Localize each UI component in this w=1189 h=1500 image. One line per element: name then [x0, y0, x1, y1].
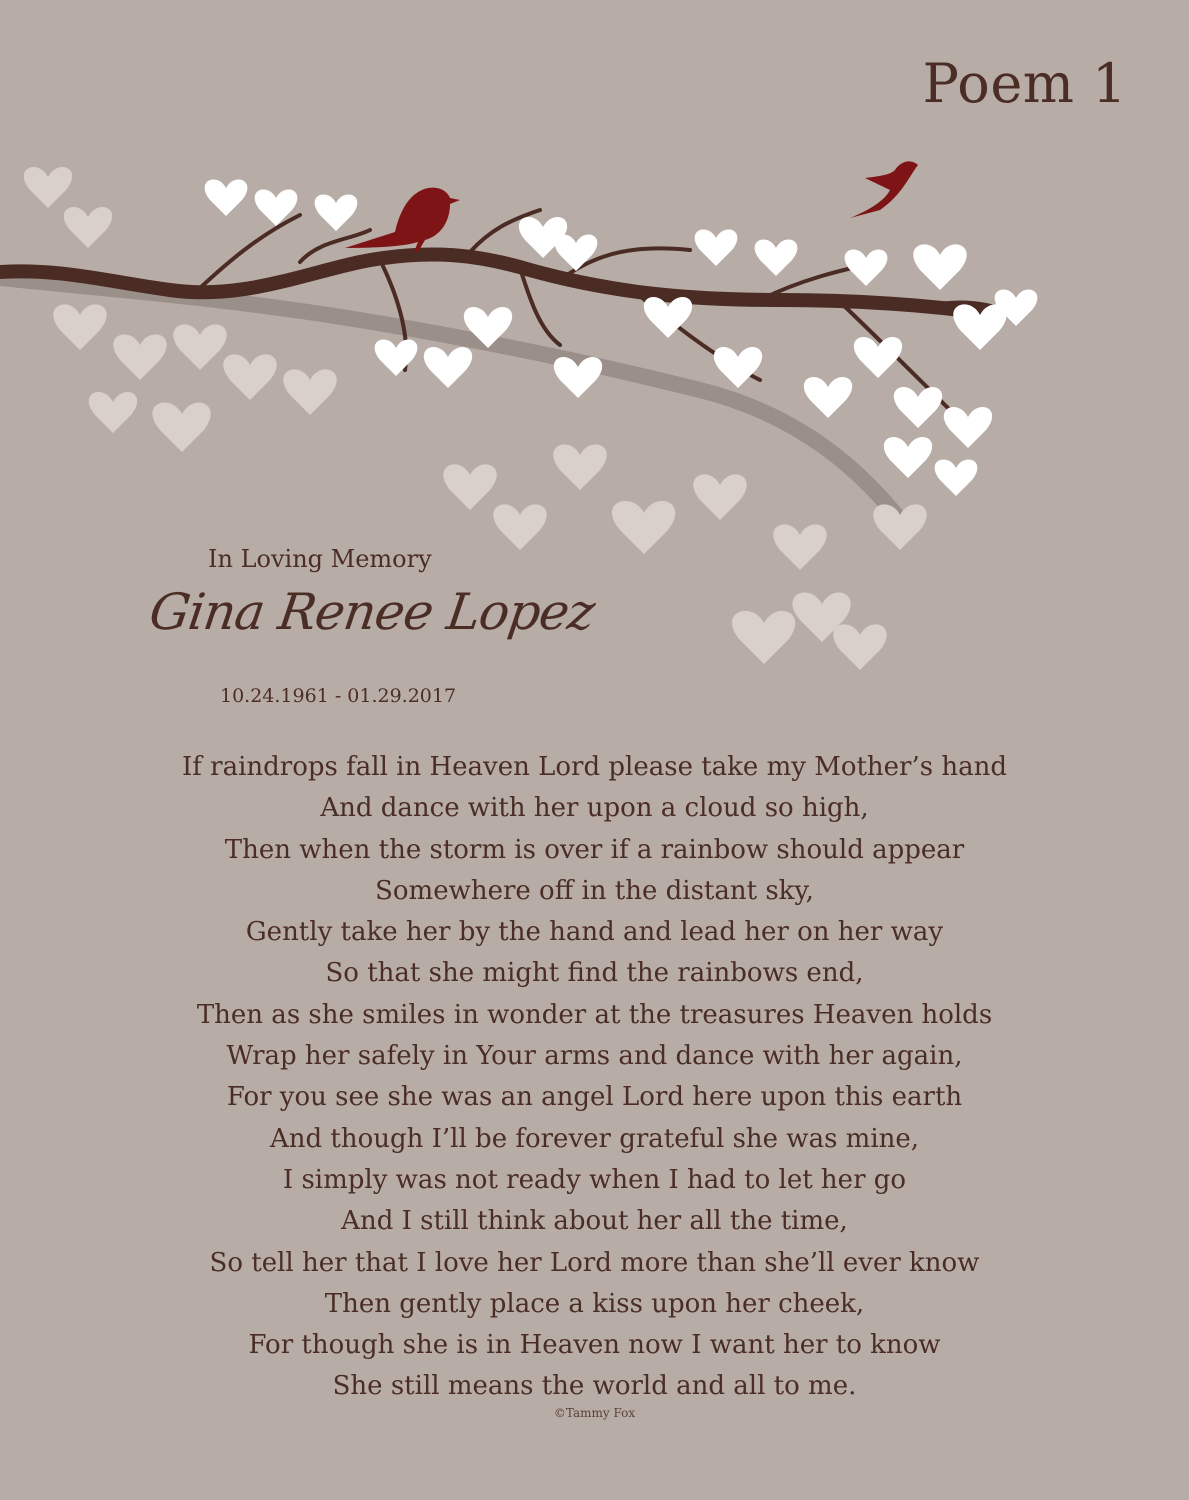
- memorial-heading: In Loving Memory: [208, 545, 432, 573]
- poem-line: For you see she was an angel Lord here upon this earth: [226, 1082, 963, 1113]
- poem-line: I simply was not ready when I had to let her go: [282, 1164, 907, 1195]
- poem-line: Somewhere off in the distant sky,: [375, 875, 814, 906]
- memorial-dates: 10.24.1961 - 01.29.2017: [220, 685, 457, 707]
- poem-line: So tell her that I love her Lord more than she’ll ever know: [209, 1247, 980, 1278]
- poem-label: Poem 1: [922, 52, 1127, 115]
- bird-flying: [850, 161, 918, 218]
- poem-line: She still means the world and all to me.: [332, 1371, 857, 1402]
- bird-perched: [345, 188, 460, 252]
- poem-body: [0, 747, 1189, 1408]
- copyright-credit: ©Tammy Fox: [553, 1406, 636, 1420]
- poem-line: Wrap her safely in Your arms and dance with her again,: [226, 1041, 963, 1072]
- memorial-name: Gina Renee Lopez: [145, 583, 598, 641]
- poem-line: And I still think about her all the time,: [341, 1206, 848, 1237]
- poem-line: Gently take her by the hand and lead her on her way: [245, 917, 944, 948]
- poem-line: And dance with her upon a cloud so high,: [320, 793, 869, 824]
- poem-line: So that she might find the rainbows end,: [325, 958, 864, 989]
- poem-line: If raindrops fall in Heaven Lord please take my Mother’s hand: [182, 752, 1007, 782]
- poem-line: And though I’ll be forever grateful she was mine,: [269, 1123, 920, 1154]
- poem-line: Then as she smiles in wonder at the treasures Heaven holds: [196, 999, 993, 1030]
- poem-line: For though she is in Heaven now I want her to know: [248, 1330, 941, 1361]
- poem-line: Then when the storm is over if a rainbow should appear: [224, 834, 965, 865]
- poem-line: Then gently place a kiss upon her cheek,: [324, 1288, 865, 1319]
- white-leaves: [205, 179, 1038, 496]
